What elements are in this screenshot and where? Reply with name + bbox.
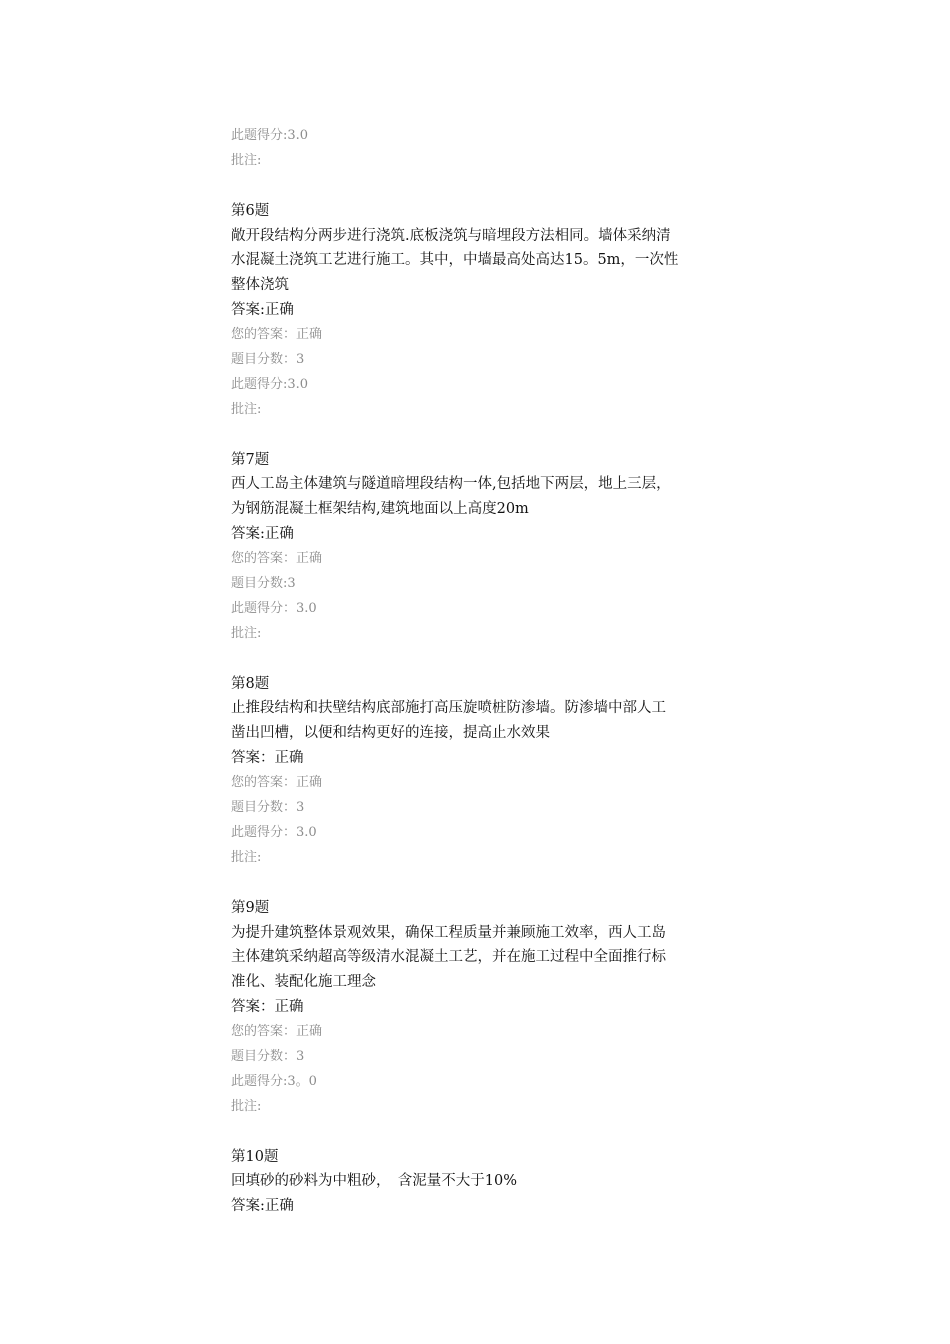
score-line: 此题得分：3.0: [231, 600, 317, 616]
score-line: 此题得分:3.0: [231, 376, 309, 392]
spacer: [231, 1120, 731, 1145]
correct-answer: 答案:正确: [231, 526, 294, 543]
question-points: 题目分数:3: [231, 576, 296, 592]
comment-line: 批注:: [231, 625, 262, 641]
question-6: [231, 199, 731, 423]
question-points: 题目分数：3: [231, 352, 305, 368]
question-text-line: 敞开段结构分两步进行浇筑.底板浇筑与暗埋段方法相同。墙体采纳清: [231, 227, 671, 244]
question-text-line: 整体浇筑: [231, 277, 289, 294]
comment-line: 批注:: [231, 849, 262, 865]
comment-line: 批注:: [231, 401, 262, 417]
spacer: [231, 871, 731, 896]
question-text-line: 为提升建筑整体景观效果，确保工程质量并兼顾施工效率，西人工岛: [231, 924, 666, 941]
question-title: 第9题: [231, 899, 270, 916]
question-10: [231, 1145, 731, 1220]
score-line: 此题得分：3.0: [231, 824, 317, 840]
your-answer: 您的答案：正确: [231, 775, 323, 791]
correct-answer: 答案：正确: [231, 750, 304, 767]
question-text-line: 止推段结构和扶壁结构底部施打高压旋喷桩防渗墙。防渗墙中部人工: [231, 700, 666, 717]
question-text-line: 水混凝土浇筑工艺进行施工。其中，中墙最高处高达15。5m，一次性: [231, 252, 679, 269]
question-text-line: 回填砂的砂料为中粗砂， 含泥量不大于10%: [231, 1173, 517, 1190]
question-9: [231, 896, 731, 1120]
your-answer: 您的答案：正确: [231, 327, 323, 343]
question-title: 第7题: [231, 451, 270, 468]
question-points: 题目分数：3: [231, 800, 305, 816]
correct-answer: 答案：正确: [231, 999, 304, 1016]
exam-review-page: [231, 124, 731, 1219]
correct-answer: 答案:正确: [231, 1198, 294, 1215]
question-points: 题目分数：3: [231, 1048, 305, 1064]
your-answer: 您的答案：正确: [231, 1024, 323, 1040]
question-title: 第8题: [231, 675, 270, 692]
question-text-line: 准化、装配化施工理念: [231, 974, 376, 991]
question-title: 第6题: [231, 202, 270, 219]
question-7: [231, 448, 731, 647]
question-title: 第10题: [231, 1148, 279, 1165]
comment-line: 批注:: [231, 1098, 262, 1114]
correct-answer: 答案:正确: [231, 302, 294, 319]
question-text-line: 西人工岛主体建筑与隧道暗埋段结构一体,包括地下两层，地上三层，: [231, 476, 671, 493]
question-text-line: 凿出凹槽，以便和结构更好的连接，提高止水效果: [231, 725, 550, 742]
score-line: 此题得分:3.0: [231, 128, 309, 143]
question-text-line: 为钢筋混凝土框架结构,建筑地面以上高度20m: [231, 501, 529, 518]
score-line: 此题得分:3。0: [231, 1073, 317, 1089]
spacer: [231, 174, 731, 199]
comment-line: 批注:: [231, 152, 262, 168]
spacer: [231, 647, 731, 672]
question-text-line: 主体建筑采纳超高等级清水混凝土工艺，并在施工过程中全面推行标: [231, 949, 666, 966]
spacer: [231, 423, 731, 448]
question-8: [231, 672, 731, 871]
your-answer: 您的答案：正确: [231, 551, 323, 567]
